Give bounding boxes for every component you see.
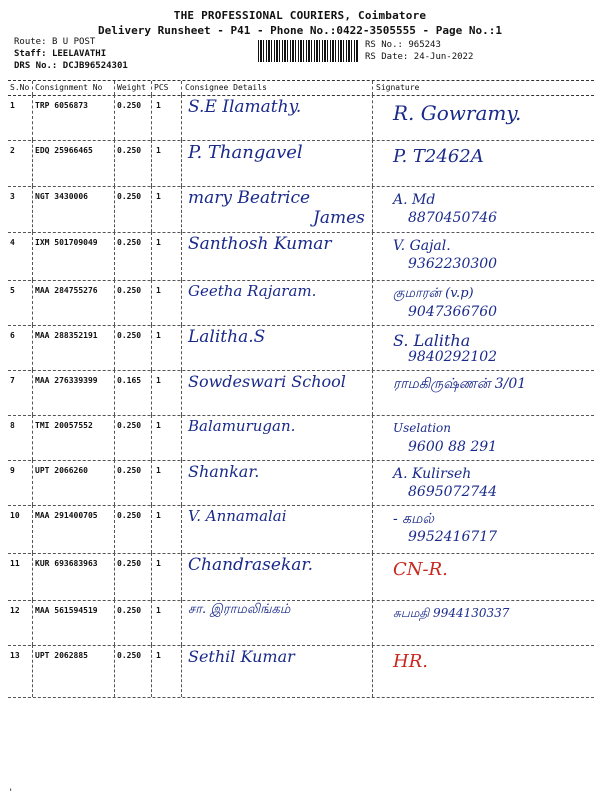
row-pcs: 1 [156,421,161,430]
row-weight: 0.250 [117,606,142,615]
rs-date-value: 24-Jun-2022 [413,52,474,62]
row-weight: 0.250 [117,651,142,660]
row-consignment-no: EDQ 25966465 [35,146,93,155]
drs-value: DCJB96524301 [62,61,128,71]
row-consignee-line2: James [313,208,365,228]
row-consignment-no: KUR 693683963 [35,559,98,568]
row-consignment-no: MAA 561594519 [35,606,98,615]
row-consignee: Lalitha.S [188,327,266,347]
row-consignment-no: TRP 6056873 [35,101,88,110]
table-header [8,80,594,96]
header-consignment: Consignment No [35,83,103,92]
row-weight: 0.250 [117,101,142,110]
row-consignee: Sowdeswari School [188,372,346,391]
row-signature: A. Kulirseh [393,466,472,482]
row-consignee: Santhosh Kumar [188,234,332,254]
company-title: THE PROFESSIONAL COURIERS, Coimbatore [173,9,427,22]
row-pcs: 1 [156,192,161,201]
row-pcs: 1 [156,511,161,520]
row-pcs: 1 [156,376,161,385]
row-consignment-no: MAA 276339399 [35,376,98,385]
row-signature: A. Md [393,192,436,208]
header-signature: Signature [376,83,420,92]
row-consignee: Chandrasekar. [188,555,314,575]
row-weight: 0.165 [117,376,142,385]
table-row [8,460,594,506]
row-signature: P. T2462A [393,146,484,167]
table-row [8,415,594,461]
row-sno: 10 [10,511,20,520]
row-weight: 0.250 [117,286,142,295]
table-row [8,645,594,698]
row-signature-phone: 9362230300 [408,256,498,272]
row-sno: 1 [10,101,15,110]
row-consignment-no: MAA 291400705 [35,511,98,520]
row-signature-phone: 8870450746 [408,210,498,226]
row-pcs: 1 [156,238,161,247]
row-pcs: 1 [156,606,161,615]
row-sno: 7 [10,376,15,385]
page-footer-mark: ' [8,788,14,798]
table-row [8,232,594,281]
barcode [258,40,358,62]
rs-no-value: 965243 [408,40,441,50]
row-consignment-no: MAA 284755276 [35,286,98,295]
row-signature-phone: 9840292102 [408,349,498,365]
row-sno: 13 [10,651,20,660]
table-row [8,325,594,371]
row-pcs: 1 [156,651,161,660]
row-consignee: Balamurugan. [188,417,296,435]
row-signature: குமாரன் (v.p) [393,286,474,301]
row-weight: 0.250 [117,146,142,155]
row-signature-phone: 9047366760 [408,304,498,320]
row-consignee: சா. இராமலிங்கம் [188,602,291,617]
row-pcs: 1 [156,331,161,340]
row-signature: CN-R. [393,559,448,580]
drs-line [14,61,128,71]
row-signature: V. Gajal. [393,238,451,254]
row-consignment-no: MAA 288352191 [35,331,98,340]
row-signature: S. Lalitha [393,331,471,350]
route-value: B U POST [51,37,96,47]
row-weight: 0.250 [117,511,142,520]
drs-label: DRS No.: [14,61,58,71]
table-row [8,280,594,326]
row-sno: 11 [10,559,20,568]
row-sno: 8 [10,421,15,430]
table-row [8,140,594,187]
row-consignment-no: NGT 3430006 [35,192,88,201]
row-weight: 0.250 [117,331,142,340]
row-signature: R. Gowramy. [393,101,522,125]
row-pcs: 1 [156,146,161,155]
table-row [8,553,594,601]
table-row [8,95,594,141]
row-pcs: 1 [156,286,161,295]
rs-no-label: RS No.: [365,40,403,50]
row-pcs: 1 [156,559,161,568]
staff-value: LEELAVATHI [51,49,107,59]
row-signature: ராமகிருஷ்ணன் 3/01 [393,376,527,392]
row-sno: 3 [10,192,15,201]
route-line [14,37,95,47]
row-signature: HR. [393,651,428,672]
row-consignee: S.E Ilamathy. [188,97,302,117]
row-sno: 9 [10,466,15,475]
row-sno: 4 [10,238,15,247]
row-signature: சுபமதி 9944130337 [393,606,510,620]
table-row [8,370,594,416]
route-label: Route: [14,37,47,47]
row-pcs: 1 [156,466,161,475]
header-pcs: PCS [154,83,169,92]
row-pcs: 1 [156,101,161,110]
row-weight: 0.250 [117,192,142,201]
row-signature-phone: 8695072744 [408,484,498,500]
table-row [8,505,594,554]
rs-no-line [365,40,441,50]
row-consignee: V. Annamalai [188,507,287,525]
row-consignee: P. Thangavel [188,142,303,163]
table-row [8,186,594,233]
row-signature: Uselation [393,421,451,435]
row-sno: 2 [10,146,15,155]
row-consignment-no: IXM 501709049 [35,238,98,247]
row-consignee: Sethil Kumar [188,647,295,666]
rs-date-label: RS Date: [365,52,409,62]
header-weight: Weight [117,83,146,92]
header-consignee: Consignee Details [185,83,267,92]
row-consignee: mary Beatrice [188,188,311,208]
rs-date-line [365,52,473,62]
table-row [8,600,594,646]
row-consignment-no: TMI 20057552 [35,421,93,430]
row-consignment-no: UPT 2066260 [35,466,88,475]
runsheet-title: Delivery Runsheet - P41 - Phone No.:0422-3505555 - Page No.:1 [98,24,502,37]
row-consignment-no: UPT 2062885 [35,651,88,660]
row-sno: 12 [10,606,20,615]
staff-label: Staff: [14,49,47,59]
header-sno: S.No [10,83,30,92]
row-weight: 0.250 [117,421,142,430]
row-signature-phone: 9952416717 [408,529,498,545]
row-consignee: Shankar. [188,462,260,481]
row-sno: 5 [10,286,15,295]
row-weight: 0.250 [117,466,142,475]
row-weight: 0.250 [117,238,142,247]
row-sno: 6 [10,331,15,340]
staff-line [14,49,106,59]
row-signature: - கமல் [393,511,435,527]
row-signature-phone: 9600 88 291 [408,439,498,455]
row-consignee: Geetha Rajaram. [188,282,317,300]
row-weight: 0.250 [117,559,142,568]
